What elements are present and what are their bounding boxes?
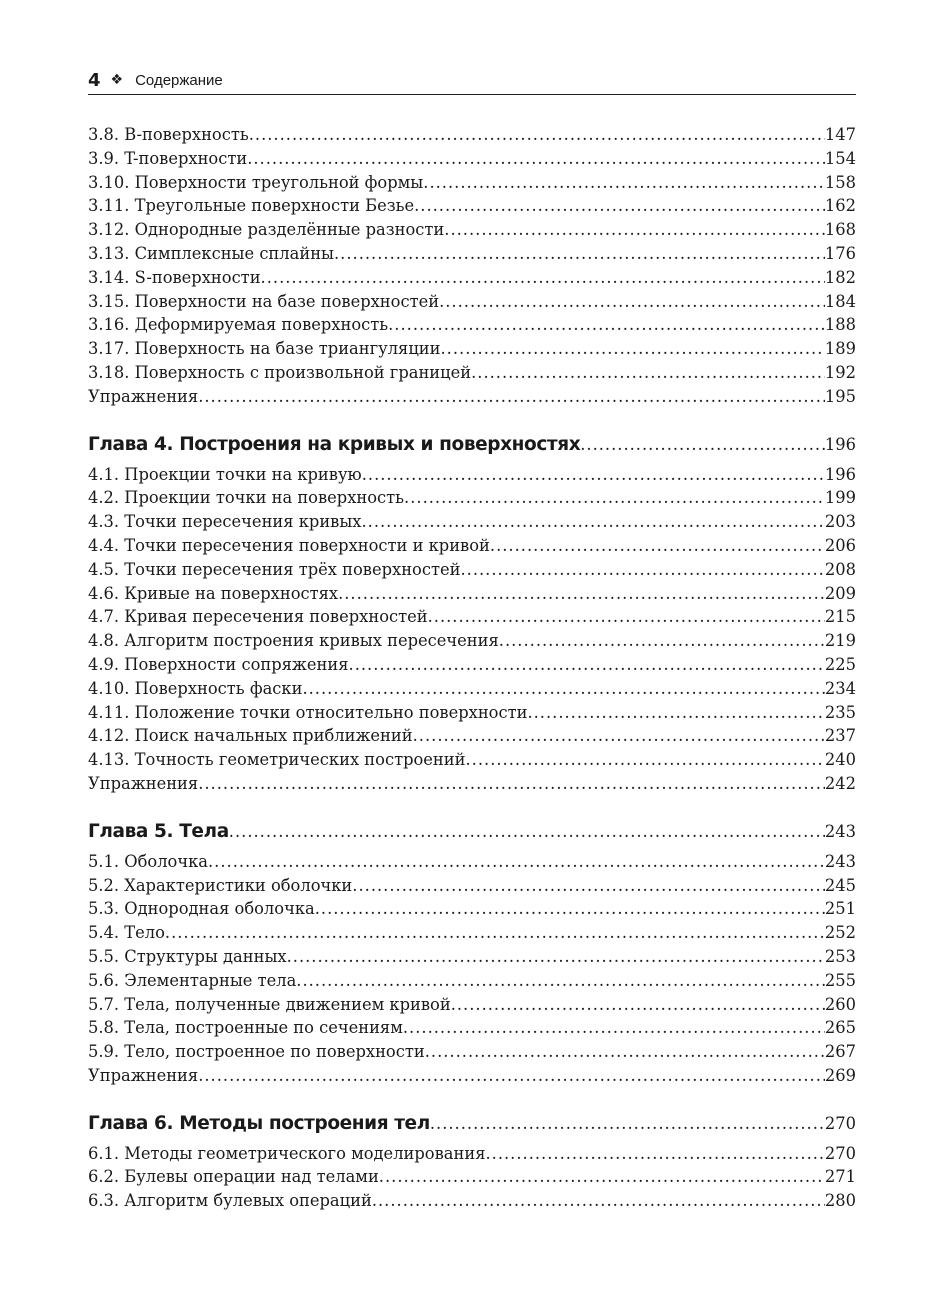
dot-leader bbox=[302, 677, 824, 701]
toc-entry[interactable] bbox=[88, 463, 856, 487]
toc-entry[interactable] bbox=[88, 558, 856, 582]
dot-leader bbox=[439, 290, 825, 314]
toc-entry-title: 3.12. Однородные разделённые разности bbox=[88, 220, 445, 240]
running-title: Содержание bbox=[135, 71, 223, 89]
toc-entry[interactable] bbox=[88, 653, 856, 677]
dot-leader bbox=[403, 1016, 825, 1040]
toc-entry-page: 215 bbox=[824, 607, 856, 627]
toc-entry[interactable] bbox=[88, 510, 856, 534]
toc-entry-page: 189 bbox=[824, 339, 856, 359]
toc-entry-page: 182 bbox=[824, 267, 856, 287]
toc-entry[interactable] bbox=[88, 123, 856, 147]
toc-entry[interactable] bbox=[88, 266, 856, 290]
toc-entry-page: 280 bbox=[824, 1191, 856, 1211]
toc-entry[interactable] bbox=[88, 605, 856, 629]
toc-entry-title: 4.5. Точки пересечения трёх поверхностей bbox=[88, 559, 461, 579]
toc-entry[interactable] bbox=[88, 486, 856, 510]
toc-entry-title: Упражнения bbox=[88, 1065, 199, 1085]
dot-leader bbox=[296, 969, 825, 993]
dot-leader bbox=[198, 385, 825, 409]
toc-entry-title: 5.4. Тело bbox=[88, 923, 165, 943]
toc-entry[interactable] bbox=[88, 582, 856, 606]
toc-entry[interactable] bbox=[88, 171, 856, 195]
page-number: 4 bbox=[88, 69, 101, 91]
toc-entry-title: 4.8. Алгоритм построения кривых пересечения bbox=[88, 631, 499, 651]
toc-entry-title: 3.9. T-поверхности bbox=[88, 148, 248, 168]
toc-entry-title: 4.3. Точки пересечения кривых bbox=[88, 512, 362, 532]
dot-leader bbox=[338, 582, 825, 606]
toc-entry-page: 158 bbox=[824, 172, 856, 192]
running-header bbox=[88, 66, 856, 95]
toc-entry-title: 5.6. Элементарные тела bbox=[88, 970, 297, 990]
dot-leader bbox=[580, 430, 825, 460]
toc-entry-page: 195 bbox=[824, 386, 856, 406]
toc-entry-title: 5.3. Однородная оболочка bbox=[88, 899, 315, 919]
toc-entry-page: 270 bbox=[824, 1113, 856, 1133]
toc-entry[interactable] bbox=[88, 677, 856, 701]
toc-entry-title: Упражнения bbox=[88, 773, 199, 793]
dot-leader bbox=[485, 1142, 824, 1166]
toc-entry-title: Упражнения bbox=[88, 386, 199, 406]
chapter-heading[interactable] bbox=[88, 1109, 856, 1139]
toc-entry[interactable] bbox=[88, 1142, 856, 1166]
toc-entry-page: 203 bbox=[824, 512, 856, 532]
dot-leader bbox=[444, 218, 825, 242]
toc-entry-title: Глава 5. Тела bbox=[88, 820, 229, 842]
dot-leader bbox=[471, 361, 825, 385]
toc-entry[interactable] bbox=[88, 897, 856, 921]
toc-entry[interactable] bbox=[88, 850, 856, 874]
toc-entry-page: 270 bbox=[824, 1143, 856, 1163]
dot-leader bbox=[379, 1165, 825, 1189]
toc-entry[interactable] bbox=[88, 1189, 856, 1213]
toc-entry-title: 4.6. Кривые на поверхностях bbox=[88, 583, 339, 603]
toc-entry[interactable] bbox=[88, 194, 856, 218]
toc-entry-page: 253 bbox=[824, 946, 856, 966]
toc-entry[interactable] bbox=[88, 748, 856, 772]
dot-leader bbox=[247, 147, 825, 171]
toc-entry-page: 196 bbox=[824, 464, 856, 484]
dot-leader bbox=[229, 817, 825, 847]
toc-entry[interactable] bbox=[88, 1064, 856, 1088]
toc-entry-title: 4.9. Поверхности сопряжения bbox=[88, 654, 349, 674]
dot-leader bbox=[198, 1064, 825, 1088]
dot-leader bbox=[499, 629, 825, 653]
toc-entry-page: 147 bbox=[824, 125, 856, 144]
toc-entry[interactable] bbox=[88, 534, 856, 558]
toc-entry-title: Глава 4. Построения на кривых и поверхностях bbox=[88, 433, 581, 455]
toc-entry-title: 3.13. Симплексные сплайны bbox=[88, 243, 334, 263]
toc-entry-page: 184 bbox=[824, 291, 856, 311]
toc-entry[interactable] bbox=[88, 724, 856, 748]
dot-leader bbox=[388, 313, 825, 337]
dot-leader bbox=[466, 748, 825, 772]
toc-entry[interactable] bbox=[88, 385, 856, 409]
toc-entry-title: 5.8. Тела, построенные по сечениям bbox=[88, 1018, 403, 1038]
toc-entry-page: 235 bbox=[824, 702, 856, 722]
toc-entry-title: 3.18. Поверхность с произвольной границей bbox=[88, 362, 472, 382]
toc-entry[interactable] bbox=[88, 1016, 856, 1040]
chapter-heading[interactable] bbox=[88, 430, 856, 460]
toc-entry-page: 168 bbox=[824, 220, 856, 240]
toc-entry-title: 3.11. Треугольные поверхности Безье bbox=[88, 196, 415, 216]
toc-entry-title: 6.3. Алгоритм булевых операций bbox=[88, 1191, 372, 1211]
toc-entry[interactable] bbox=[88, 969, 856, 993]
chapter-heading[interactable] bbox=[88, 817, 856, 847]
toc-entry-page: 176 bbox=[824, 243, 856, 263]
dot-leader bbox=[361, 510, 824, 534]
toc-entry-title: 4.12. Поиск начальных приближений bbox=[88, 726, 413, 746]
toc-entry-title: 6.1. Методы геометрического моделирования bbox=[88, 1143, 486, 1163]
dot-leader bbox=[208, 850, 825, 874]
toc-entry-page: 206 bbox=[824, 535, 856, 555]
toc-entry-title: 3.14. S-поверхности bbox=[88, 267, 261, 287]
dot-leader bbox=[441, 337, 825, 361]
dot-leader bbox=[249, 123, 825, 147]
dot-leader bbox=[460, 558, 824, 582]
toc-entry-page: 267 bbox=[824, 1042, 856, 1062]
toc-entry-title: 3.15. Поверхности на базе поверхностей bbox=[88, 291, 440, 311]
toc-entry-title: 5.9. Тело, построенное по поверхности bbox=[88, 1042, 425, 1062]
toc-entry-page: 260 bbox=[824, 994, 856, 1014]
dot-leader bbox=[334, 242, 825, 266]
toc-entry-title: 4.1. Проекции точки на кривую bbox=[88, 464, 362, 484]
dot-leader bbox=[423, 171, 825, 195]
toc-entry-title: 4.4. Точки пересечения поверхности и кривой bbox=[88, 535, 490, 555]
toc-entry[interactable] bbox=[88, 772, 856, 796]
dot-leader bbox=[527, 701, 824, 725]
toc-entry-page: 269 bbox=[824, 1065, 856, 1085]
toc-entry[interactable] bbox=[88, 629, 856, 653]
toc-entry-title: 5.7. Тела, полученные движением кривой bbox=[88, 994, 451, 1014]
toc-entry-page: 243 bbox=[824, 851, 856, 871]
dot-leader bbox=[362, 463, 825, 487]
toc-entry-page: 188 bbox=[824, 315, 856, 335]
toc-entry-page: 234 bbox=[824, 678, 856, 698]
toc-entry-page: 243 bbox=[824, 821, 856, 841]
toc-entry-title: 5.5. Структуры данных bbox=[88, 946, 287, 966]
toc-entry-page: 252 bbox=[824, 923, 856, 943]
toc-entry-title: 3.17. Поверхность на базе триангуляции bbox=[88, 339, 441, 359]
toc-entry[interactable] bbox=[88, 945, 856, 969]
toc-entry-title: 5.2. Характеристики оболочки bbox=[88, 875, 353, 895]
dot-leader bbox=[425, 1040, 825, 1064]
dot-leader bbox=[349, 653, 825, 677]
toc-entry-title: 4.13. Точность геометрических построений bbox=[88, 750, 466, 770]
dot-leader bbox=[165, 921, 825, 945]
toc-entry[interactable] bbox=[88, 313, 856, 337]
dot-leader bbox=[430, 1109, 825, 1139]
toc-entry-page: 162 bbox=[824, 196, 856, 216]
toc-entry[interactable] bbox=[88, 921, 856, 945]
toc-entry-page: 154 bbox=[824, 148, 856, 168]
toc-entry-page: 219 bbox=[824, 631, 856, 651]
dot-leader bbox=[404, 486, 825, 510]
dot-leader bbox=[352, 874, 825, 898]
toc-entry[interactable] bbox=[88, 1165, 856, 1189]
toc-entry-title: 4.2. Проекции точки на поверхность bbox=[88, 488, 405, 508]
dot-leader bbox=[372, 1189, 825, 1213]
dot-leader bbox=[261, 266, 825, 290]
toc-entry-page: 271 bbox=[824, 1167, 856, 1187]
dot-leader bbox=[414, 194, 825, 218]
dot-leader bbox=[451, 993, 825, 1017]
toc-entry-page: 199 bbox=[824, 488, 856, 508]
dot-leader bbox=[198, 772, 825, 796]
toc-entry-page: 245 bbox=[824, 875, 856, 895]
toc-entry-page: 265 bbox=[824, 1018, 856, 1038]
toc-entry-page: 225 bbox=[824, 654, 856, 674]
toc-entry-title: 3.10. Поверхности треугольной формы bbox=[88, 172, 424, 192]
toc-entry-page: 209 bbox=[824, 583, 856, 603]
toc-entry-title: Глава 6. Методы построения тел bbox=[88, 1112, 430, 1134]
toc-entry[interactable] bbox=[88, 147, 856, 171]
toc-entry-title: 4.7. Кривая пересечения поверхностей bbox=[88, 607, 428, 627]
toc-entry[interactable] bbox=[88, 242, 856, 266]
dot-leader bbox=[287, 945, 825, 969]
table-of-contents bbox=[88, 123, 856, 1213]
dot-leader bbox=[315, 897, 825, 921]
toc-entry-page: 237 bbox=[824, 726, 856, 746]
ornament-icon: ❖ bbox=[110, 72, 124, 88]
toc-entry[interactable] bbox=[88, 218, 856, 242]
dot-leader bbox=[413, 724, 825, 748]
toc-entry-page: 208 bbox=[824, 559, 856, 579]
toc-entry[interactable] bbox=[88, 1040, 856, 1064]
toc-entry-page: 242 bbox=[824, 773, 856, 793]
toc-entry-title: 3.16. Деформируемая поверхность bbox=[88, 315, 389, 335]
toc-entry-title: 4.10. Поверхность фаски bbox=[88, 678, 303, 698]
toc-entry[interactable] bbox=[88, 701, 856, 725]
dot-leader bbox=[428, 605, 825, 629]
toc-entry[interactable] bbox=[88, 361, 856, 385]
toc-entry-page: 192 bbox=[824, 362, 856, 382]
toc-entry[interactable] bbox=[88, 337, 856, 361]
toc-entry-title: 6.2. Булевы операции над телами bbox=[88, 1167, 379, 1187]
toc-entry-page: 240 bbox=[824, 750, 856, 770]
toc-entry[interactable] bbox=[88, 874, 856, 898]
toc-entry-title: 4.11. Положение точки относительно поверхности bbox=[88, 702, 528, 722]
dot-leader bbox=[490, 534, 825, 558]
toc-entry-title: 3.8. B-поверхность bbox=[88, 125, 249, 144]
toc-entry-title: 5.1. Оболочка bbox=[88, 851, 208, 871]
toc-entry[interactable] bbox=[88, 290, 856, 314]
toc-entry-page: 255 bbox=[824, 970, 856, 990]
toc-entry-page: 196 bbox=[824, 434, 856, 454]
toc-entry-page: 251 bbox=[824, 899, 856, 919]
toc-entry[interactable] bbox=[88, 993, 856, 1017]
